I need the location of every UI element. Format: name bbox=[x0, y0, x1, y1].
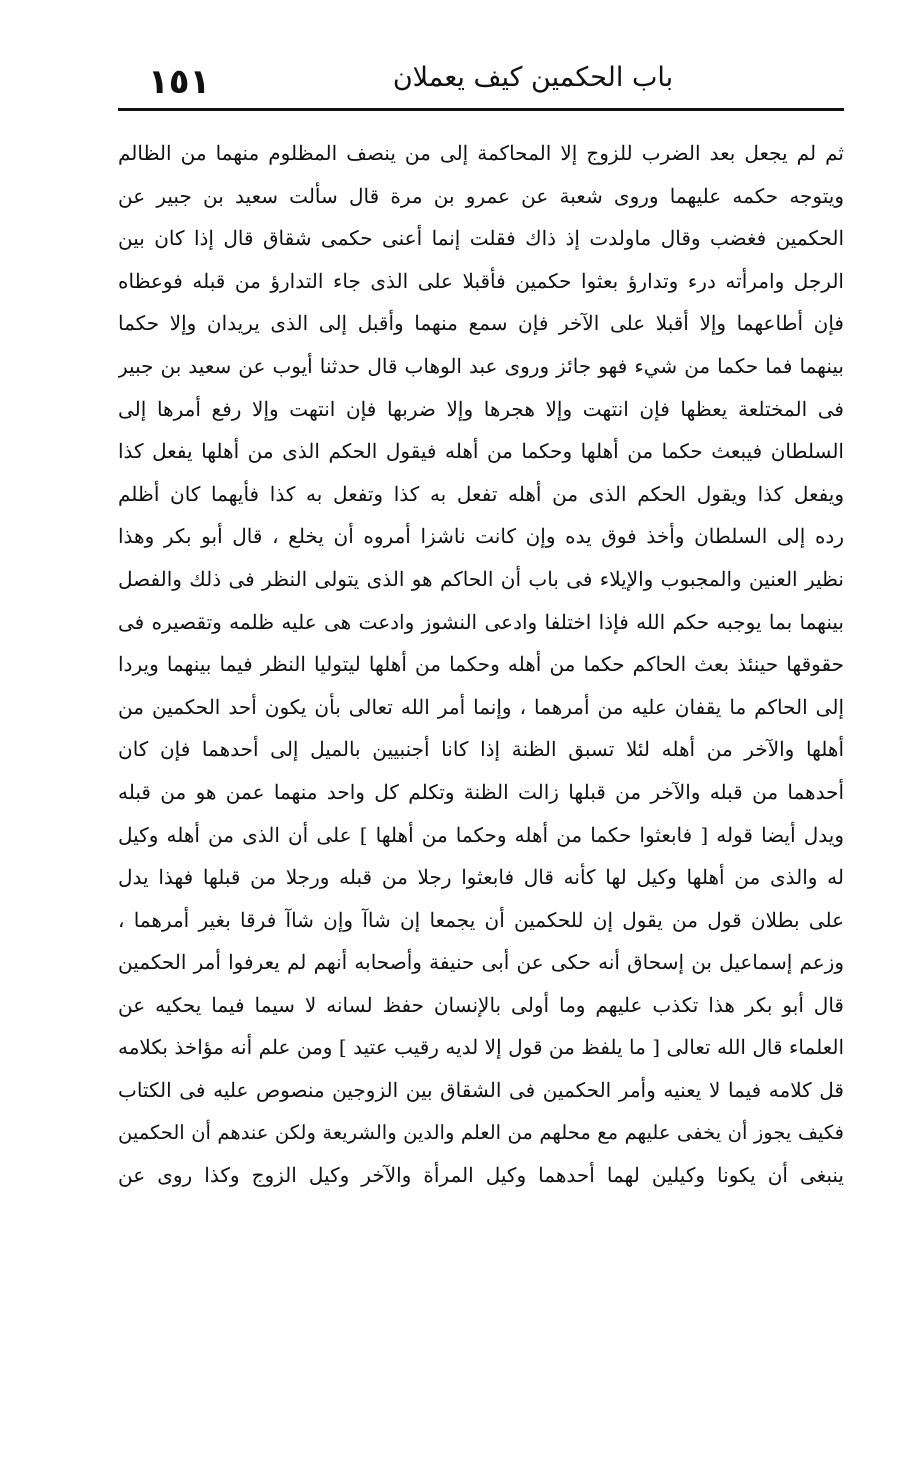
text-line: أهلها والآخر من أهله لئلا تسبق الظنة إذا كانا أجنبيين بالميل إلى أحدهما فإن كان bbox=[118, 737, 844, 762]
text-line: الرجل وامرأته درء وتدارؤ بعثوا حكمين فأقبلا على الذى جاء التدارؤ من قبله فوعظاه bbox=[118, 268, 844, 293]
text-line: قل كلامه فيما لا يعنيه وأمر الحكمين فى الشقاق بين الزوجين منصوص عليه فى الكتاب bbox=[118, 1078, 844, 1103]
page-header bbox=[118, 56, 844, 106]
text-line: بينهما بما يوجبه حكم الله فإذا اختلفا وادعى النشوز وادعت هى عليه ظلمه وتقصيره فى bbox=[118, 609, 844, 634]
text-line: حقوقها حينئذ بعث الحاكم حكما من أهله وحكما من أهلها ليتوليا النظر فيما بينهما ويردا bbox=[118, 652, 844, 677]
text-line: ثم لم يجعل بعد الضرب للزوج إلا المحاكمة إلى من ينصف المظلوم منهما من الظالم bbox=[118, 141, 844, 165]
text-line: فكيف يجوز أن يخفى عليهم مع محلهم من العلم والدين والشريعة ولكن عندهم أن الحكمين bbox=[118, 1120, 844, 1144]
text-line: رده إلى السلطان وأخذ فوق يده وإن كانت ناشزا أمروه أن يخلع ، قال أبو بكر وهذا bbox=[118, 524, 844, 549]
body-text bbox=[118, 132, 844, 1197]
text-line: فإن أطاعهما وإلا أقبلا على الآخر فإن سمع منهما وأقبل إلى الذى يريدان وإلا حكما bbox=[118, 311, 844, 336]
text-line: ينبغى أن يكونا وكيلين لهما أحدهما وكيل المرأة والآخر وكيل الزوج وكذا روى عن bbox=[118, 1163, 844, 1188]
text-line: ويفعل كذا ويقول الحكم الذى من أهله تفعل به كذا وتفعل به كذا فأيهما كان أظلم bbox=[118, 481, 844, 506]
text-line: الحكمين فغضب وقال ماولدت إذ ذاك فقلت إنما أعنى حكمى شقاق قال إذا كان بين bbox=[118, 226, 844, 251]
text-line: فى المختلعة يعظها فإن انتهت وإلا هجرها وإلا ضربها فإن انتهت وإلا رفع أمرها إلى bbox=[118, 396, 844, 421]
header-rule bbox=[118, 108, 844, 111]
text-line: قال أبو بكر هذا تكذب عليهم وما أولى بالإنسان حفظ لسانه لا سيما فيما يحكيه عن bbox=[118, 992, 844, 1017]
text-line: ويتوجه حكمه عليهما وروى شعبة عن عمرو بن مرة قال سألت سعيد بن جبير عن bbox=[118, 183, 844, 208]
running-title: باب الحكمين كيف يعملان bbox=[392, 62, 674, 93]
text-line: العلماء قال الله تعالى [ ما يلفظ من قول إلا لديه رقيب عتيد ] ومن علم أنه مؤاخذ بكلامه bbox=[118, 1035, 844, 1060]
text-line: السلطان فيبعث حكما من أهلها وحكما من أهله فيقول الحكم الذى من أهلها يفعل كذا bbox=[118, 439, 844, 464]
text-line: وزعم إسماعيل بن إسحاق أنه حكى عن أبى حنيفة وأصحابه أنهم لم يعرفوا أمر الحكمين bbox=[118, 950, 844, 975]
text-line: على بطلان قول من يقول إن للحكمين أن يجمعا إن شاآ وإن شاآ فرقا بغير أمرهما ، bbox=[118, 907, 844, 932]
text-line: أحدهما من قبله والآخر من قبلها زالت الظنة وتكلم كل واحد منهما عمن هو من قبله bbox=[118, 779, 844, 804]
text-line: إلى الحاكم ما يقفان عليه من أمرهما ، وإنما أمر الله تعالى بأن يكون أحد الحكمين من bbox=[118, 694, 844, 719]
page-number: ١٥١ bbox=[148, 62, 211, 102]
text-line: نظير العنين والمجبوب والإيلاء فى باب أن الحاكم هو الذى يتولى النظر فى ذلك والفصل bbox=[118, 566, 844, 591]
text-line: له والذى من أهلها وكيل لها كأنه قال فابعثوا رجلا من قبله ورجلا من قبلها فهذا يدل bbox=[118, 865, 844, 890]
text-line: بينهما فما حكما من شيء فهو جائز وروى عبد الوهاب قال حدثنا أيوب عن سعيد بن جبير bbox=[118, 353, 844, 378]
text-line: ويدل أيضا قوله [ فابعثوا حكما من أهله وحكما من أهلها ] على أن الذى من أهله وكيل bbox=[118, 822, 844, 847]
